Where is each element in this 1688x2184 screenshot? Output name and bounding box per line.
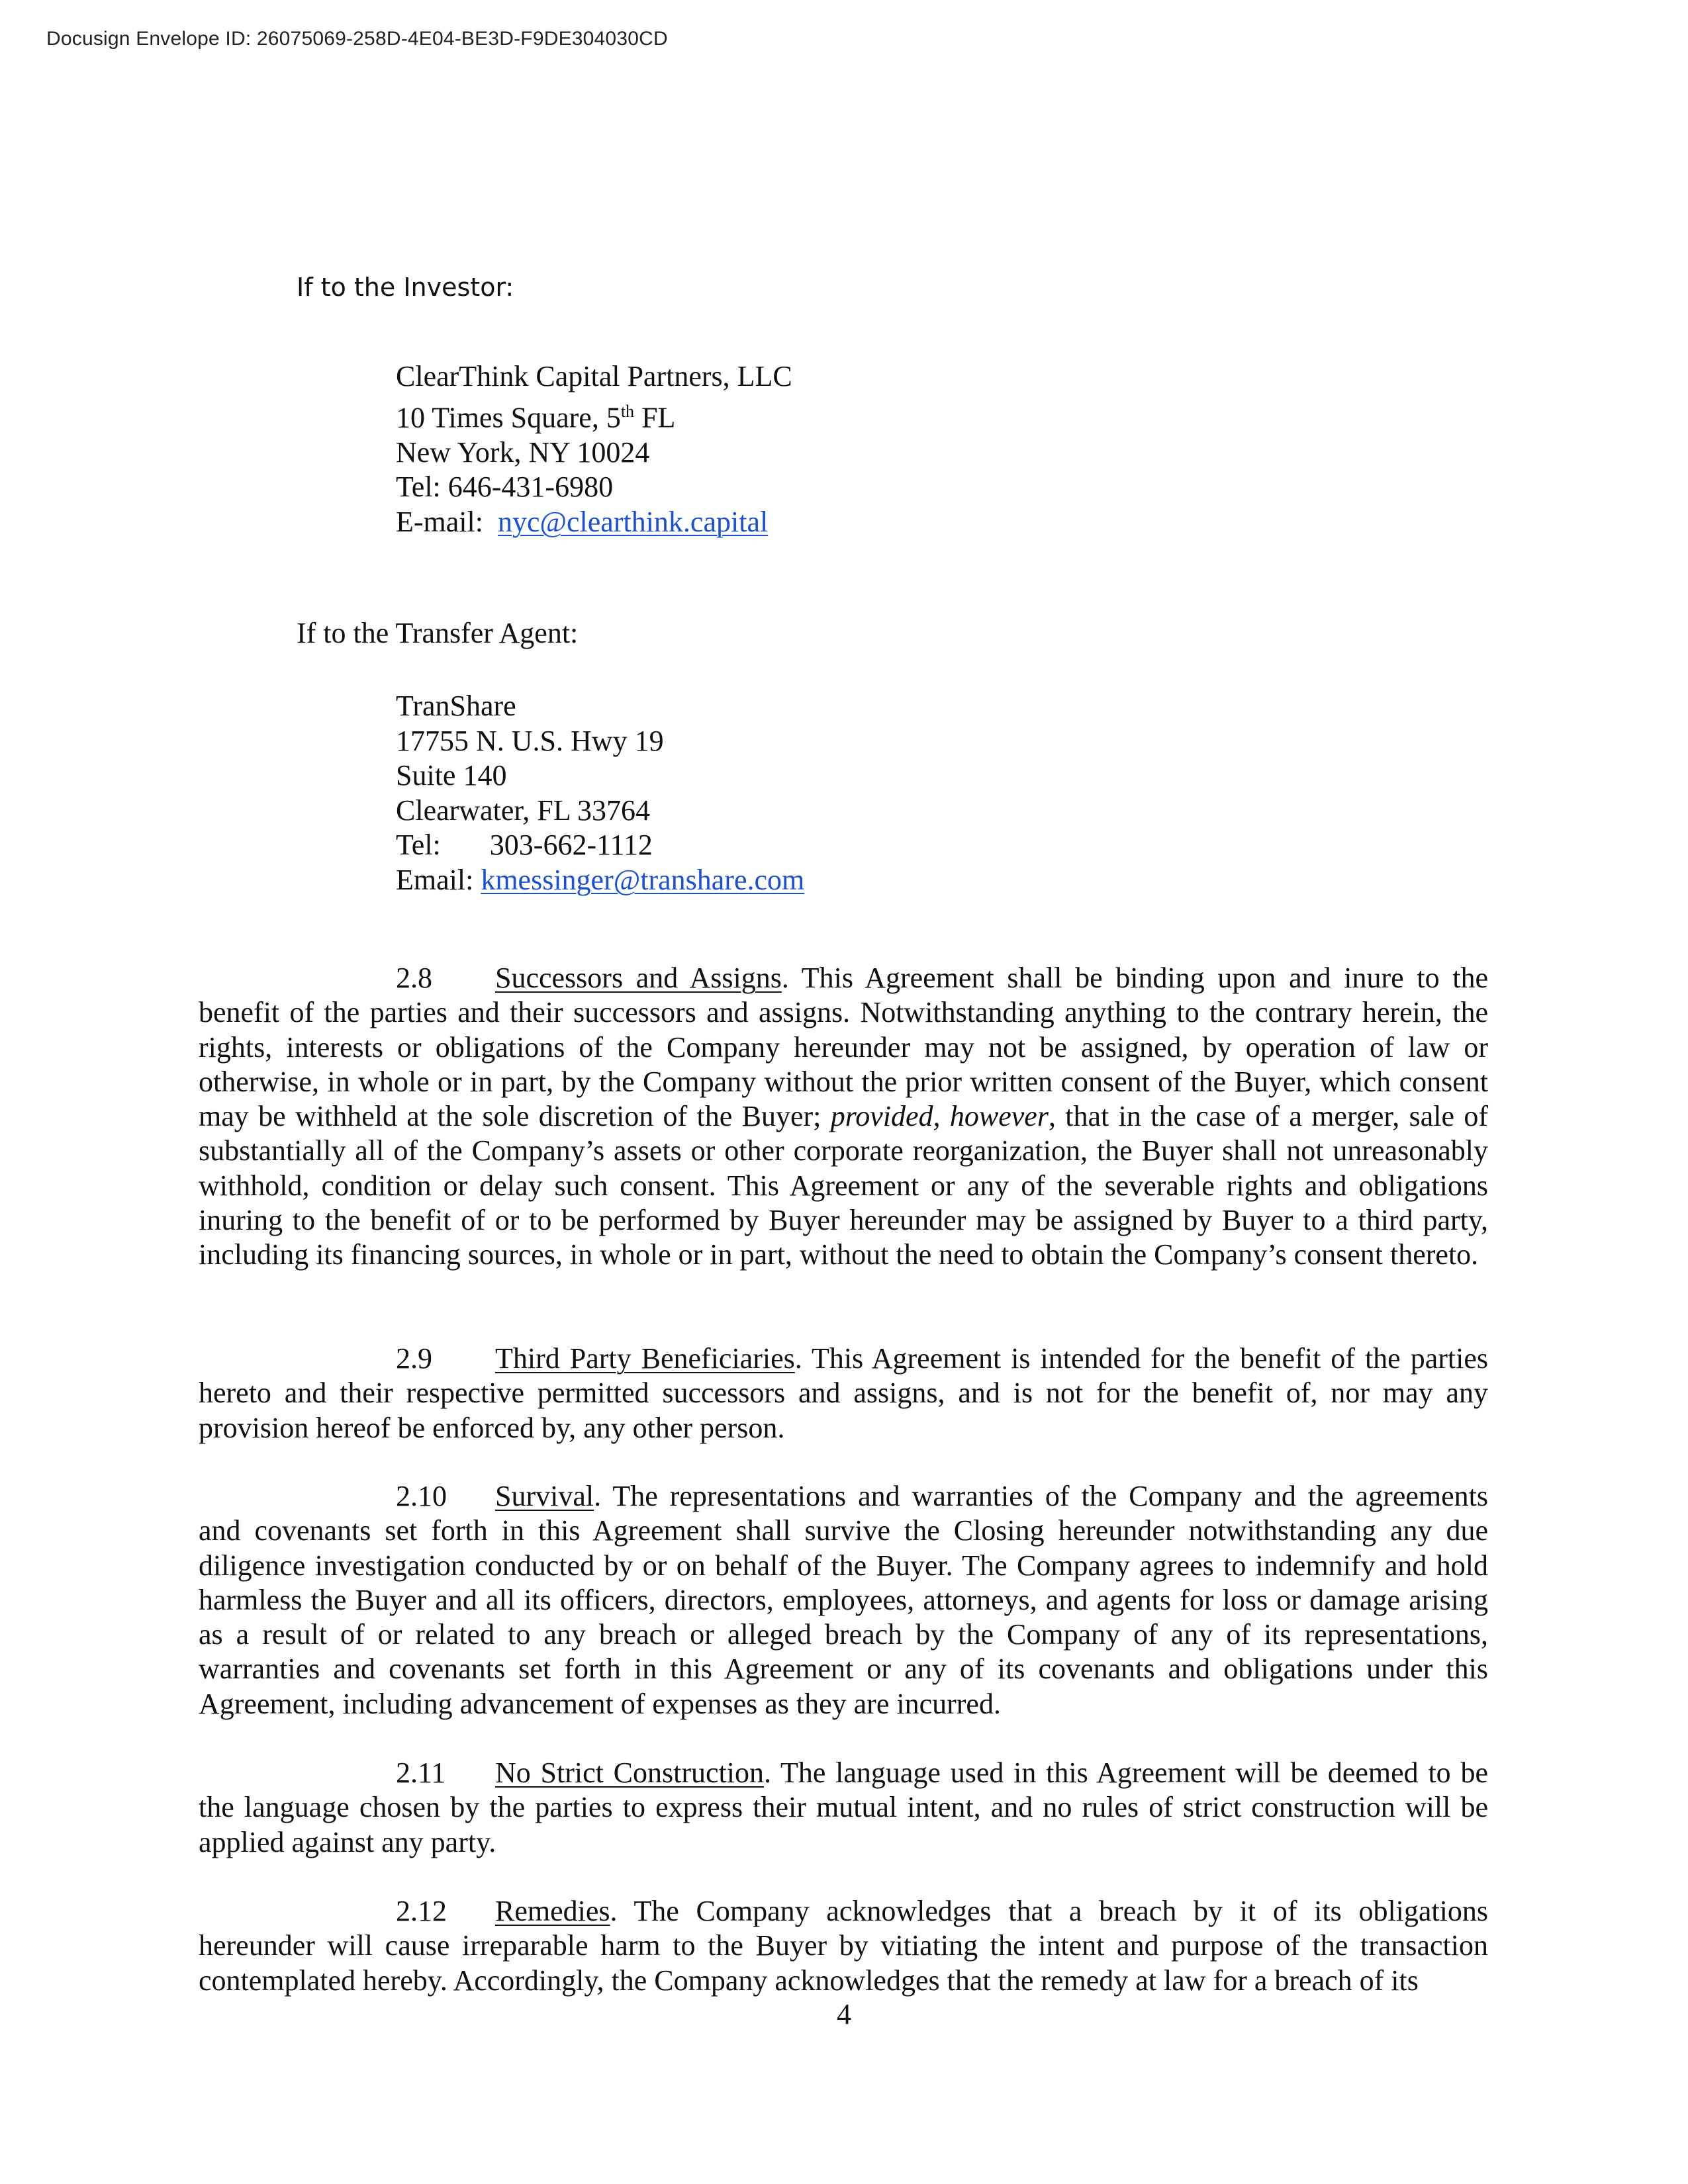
agent-street: 17755 N. U.S. Hwy 19 — [396, 724, 664, 757]
docusign-envelope-id: Docusign Envelope ID: 26075069-258D-4E04-BE3D-F9DE304030CD — [46, 28, 668, 50]
section-2-9 — [199, 1342, 1488, 1445]
investor-heading: If to the Investor: — [297, 273, 514, 302]
agent-city: Clearwater, FL 33764 — [396, 794, 650, 827]
investor-address-block — [396, 359, 792, 539]
section-number: 2.11 — [396, 1756, 446, 1789]
agent-email-link[interactable]: kmessinger@transhare.com — [481, 863, 805, 896]
section-number: 2.8 — [396, 962, 432, 994]
section-text-part-b: , that in the case of a merger, sale of substantially all of the Company’s assets or other corporate reorganization, the Buyer shall not unreasonably withhold, condition or delay such consent. This Agreement or any of the severable rights and obligations inuring to the benefit of or to be performed by Buyer hereunder may be assigned by Buyer to a third party, including its financing sources, in whole or in part, without the need to obtain the Company’s consent thereto. — [199, 1100, 1488, 1271]
transfer-agent-address-block — [396, 689, 804, 897]
agent-suite: Suite 140 — [396, 759, 507, 792]
section-title: No Strict Construction — [495, 1756, 764, 1789]
section-2-8 — [199, 961, 1488, 1273]
investor-street-suffix: FL — [634, 401, 676, 434]
agent-tel-label: Tel: — [396, 829, 441, 861]
section-2-10 — [199, 1479, 1488, 1721]
investor-tel: Tel: 646-431-6980 — [396, 471, 614, 504]
agent-tel-line — [396, 828, 804, 863]
page-number: 4 — [837, 1998, 851, 2030]
section-number: 2.10 — [396, 1480, 447, 1512]
investor-city: New York, NY 10024 — [396, 435, 650, 469]
section-text: . The language used in this Agreement will be deemed to be the language chosen by the parties to express their mutual intent, and no rules of strict construction will be applied against any party. — [199, 1756, 1488, 1858]
investor-name: ClearThink Capital Partners, LLC — [396, 360, 792, 392]
section-2-12 — [199, 1894, 1488, 1998]
section-title: Third Party Beneficiaries — [495, 1342, 795, 1375]
section-title: Remedies — [495, 1895, 610, 1927]
investor-email-link[interactable]: nyc@clearthink.capital — [497, 505, 769, 538]
section-title: Successors and Assigns — [495, 962, 782, 994]
investor-email-label: E-mail: — [396, 505, 483, 538]
section-text-italic: provided, however — [830, 1100, 1049, 1133]
investor-street-prefix: 10 Times Square, 5 — [396, 401, 621, 434]
section-text: . The Company acknowledges that a breach by it of its obligations hereunder will cause irreparable harm to the Buyer by vitiating the intent and purpose of the transaction contemplated hereby. Accordingly, the Company acknowledges that the remedy at law for a breach of its — [199, 1895, 1488, 1997]
section-text: . This Agreement is intended for the benefit of the parties hereto and their respective permitted successors and assigns, and is not for the benefit of, nor may any provision hereof be enforced by, any other person. — [199, 1342, 1488, 1444]
investor-street — [396, 394, 792, 435]
agent-email-line — [396, 863, 804, 898]
investor-street-sup: th — [620, 401, 635, 421]
section-2-11 — [199, 1756, 1488, 1860]
section-text-part-a: . This Agreement shall be binding upon and inure to the benefit of the parties and their successors and assigns. Notwithstanding anything to the contrary herein, the rights, interests or obligations of the Company hereunder may not be assigned, by operation of law or otherwise, in whole or in part, by the Company without the prior written consent of the Buyer, which consent may be withheld at the sole discretion of the Buyer; — [199, 962, 1488, 1133]
section-title: Survival — [495, 1480, 594, 1512]
section-text: . The representations and warranties of the Company and the agreements and covenants set forth in this Agreement shall survive the Closing hereunder notwithstanding any due diligence investigation conducted by or on behalf of the Buyer. The Company agrees to indemnify and hold harmless the Buyer and all its officers, directors, employees, attorneys, and agents for loss or damage arising as a result of or related to any breach or alleged breach by the Company of any of its representations, warranties and covenants set forth in this Agreement or any of its covenants and obligations under this Agreement, including advancement of expenses as they are incurred. — [199, 1480, 1488, 1720]
agent-name: TranShare — [396, 690, 516, 722]
agent-email-label: Email: — [396, 863, 474, 896]
section-number: 2.12 — [396, 1895, 447, 1927]
transfer-agent-heading: If to the Transfer Agent: — [297, 617, 579, 649]
agent-tel: 303-662-1112 — [489, 829, 653, 861]
investor-email-line — [396, 505, 792, 540]
section-number: 2.9 — [396, 1342, 432, 1375]
